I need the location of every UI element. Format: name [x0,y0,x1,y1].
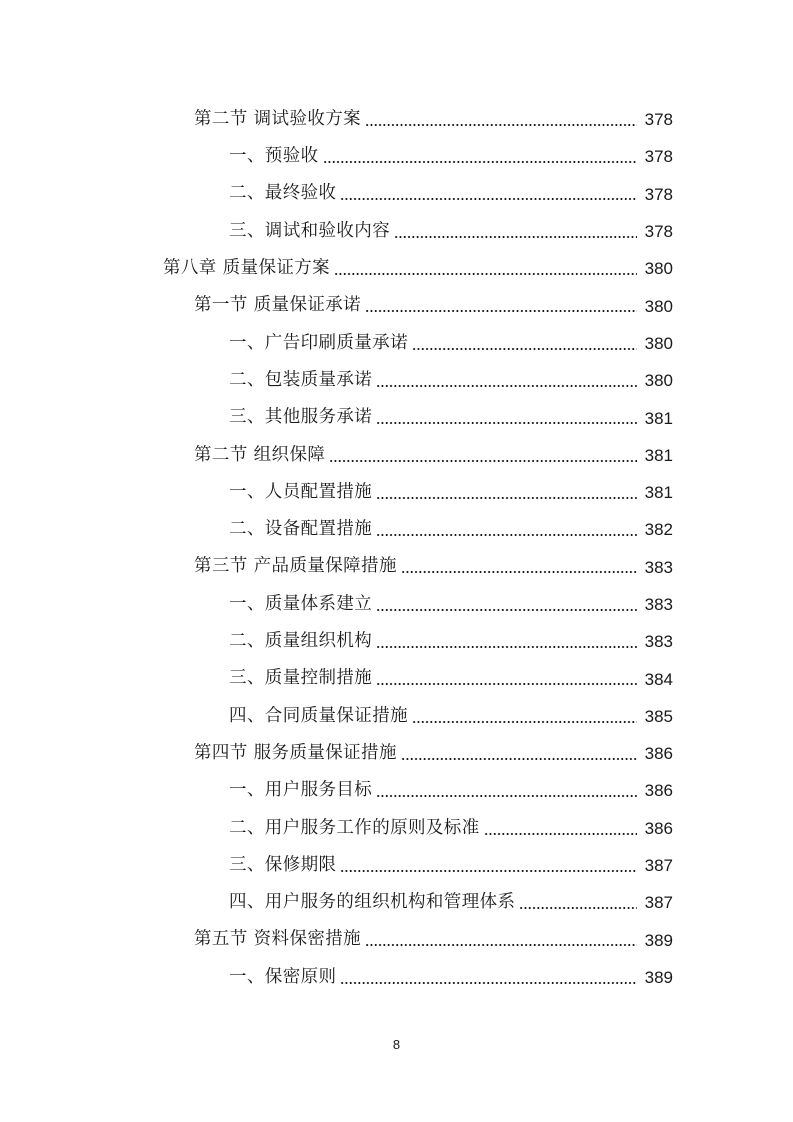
toc-entry-label: 三、其他服务承诺 [229,407,373,428]
dot-leader [401,745,637,763]
table-of-contents [0,101,793,996]
toc-entry[interactable] [0,847,793,884]
toc-entry-page: 378 [644,184,673,204]
dot-leader [376,670,637,688]
dot-leader [412,335,637,353]
dot-leader [376,409,637,427]
dot-leader [340,185,637,203]
toc-entry[interactable] [0,474,793,511]
toc-entry-page: 378 [644,222,673,242]
dot-leader [365,111,637,129]
dot-leader [376,372,637,390]
toc-entry-label: 一、保密原则 [229,966,337,987]
toc-entry-page: 378 [644,147,673,167]
toc-entry-label: 一、人员配置措施 [229,481,373,502]
toc-entry[interactable] [0,287,793,324]
toc-entry-page: 384 [644,669,673,689]
toc-entry-label: 三、质量控制措施 [229,668,373,689]
toc-entry[interactable] [0,623,793,660]
toc-entry[interactable] [0,959,793,996]
toc-entry[interactable] [0,586,793,623]
toc-entry-page: 386 [644,744,673,764]
dot-leader [376,633,637,651]
dot-leader [340,969,637,987]
toc-entry-label: 第二节 调试验收方案 [194,108,362,129]
toc-entry-page: 380 [644,259,673,279]
toc-entry-label: 四、用户服务的组织机构和管理体系 [229,892,516,913]
toc-entry[interactable] [0,772,793,809]
toc-entry[interactable] [0,362,793,399]
toc-entry[interactable] [0,213,793,250]
dot-leader [376,484,637,502]
toc-entry-page: 380 [644,371,673,391]
toc-entry-label: 第二节 组织保障 [194,444,326,465]
toc-entry-label: 一、预验收 [229,146,319,167]
toc-entry[interactable] [0,922,793,959]
dot-leader [334,260,637,278]
dot-leader [412,708,637,726]
toc-entry-label: 二、质量组织机构 [229,631,373,652]
toc-entry-label: 第一节 质量保证承诺 [194,295,362,316]
toc-entry-label: 四、合同质量保证措施 [229,705,408,726]
toc-entry-label: 第八章 质量保证方案 [163,258,331,279]
dot-leader [401,558,637,576]
toc-entry-page: 383 [644,632,673,652]
dot-leader [365,931,637,949]
toc-entry-label: 二、包装质量承诺 [229,369,373,390]
toc-entry-page: 387 [644,856,673,876]
toc-entry-page: 381 [644,445,673,465]
toc-entry[interactable] [0,549,793,586]
dot-leader [394,223,637,241]
toc-entry-label: 第四节 服务质量保证措施 [194,742,397,763]
toc-entry-page: 383 [644,595,673,614]
dot-leader [484,820,637,838]
dot-leader [323,148,638,166]
dot-leader [365,297,637,315]
toc-entry-label: 第三节 产品质量保障措施 [194,556,397,577]
toc-entry[interactable] [0,511,793,548]
toc-entry-label: 第五节 资料保密措施 [194,929,362,950]
toc-entry[interactable] [0,660,793,697]
dot-leader [376,782,637,800]
toc-entry-label: 一、质量体系建立 [229,593,373,614]
toc-entry-label: 一、广告印刷质量承诺 [229,332,408,353]
toc-entry-label: 三、保修期限 [229,854,337,875]
toc-entry-label: 三、调试和验收内容 [229,220,391,241]
toc-entry-page: 386 [644,781,673,801]
toc-entry-page: 381 [644,408,673,428]
dot-leader [340,857,637,875]
toc-entry[interactable] [0,884,793,921]
dot-leader [329,447,637,465]
page-number: 8 [392,1037,401,1052]
toc-entry-page: 385 [644,706,673,726]
dot-leader [519,894,637,912]
toc-entry-page: 380 [644,333,673,353]
toc-entry-label: 一、用户服务目标 [229,780,373,801]
toc-entry[interactable] [0,437,793,474]
toc-entry-page: 389 [644,967,673,987]
toc-entry[interactable] [0,250,793,287]
toc-entry-page: 389 [644,930,673,950]
toc-entry-page: 378 [644,110,673,130]
toc-entry-page: 381 [644,483,673,503]
toc-entry-page: 382 [644,520,673,540]
toc-entry[interactable] [0,138,793,175]
toc-entry[interactable] [0,810,793,847]
toc-entry[interactable] [0,101,793,138]
toc-entry-label: 二、设备配置措施 [229,519,373,540]
toc-entry-label: 二、用户服务工作的原则及标准 [229,817,480,838]
toc-entry[interactable] [0,325,793,362]
toc-entry[interactable] [0,698,793,735]
dot-leader [376,596,637,614]
toc-entry[interactable] [0,176,793,213]
toc-entry[interactable] [0,399,793,436]
dot-leader [376,521,637,539]
toc-entry-page: 386 [644,818,673,838]
toc-entry-page: 387 [644,893,673,913]
toc-entry[interactable] [0,735,793,772]
toc-entry-page: 383 [644,557,673,577]
toc-entry-label: 二、最终验收 [229,183,337,204]
toc-entry-page: 380 [644,296,673,316]
